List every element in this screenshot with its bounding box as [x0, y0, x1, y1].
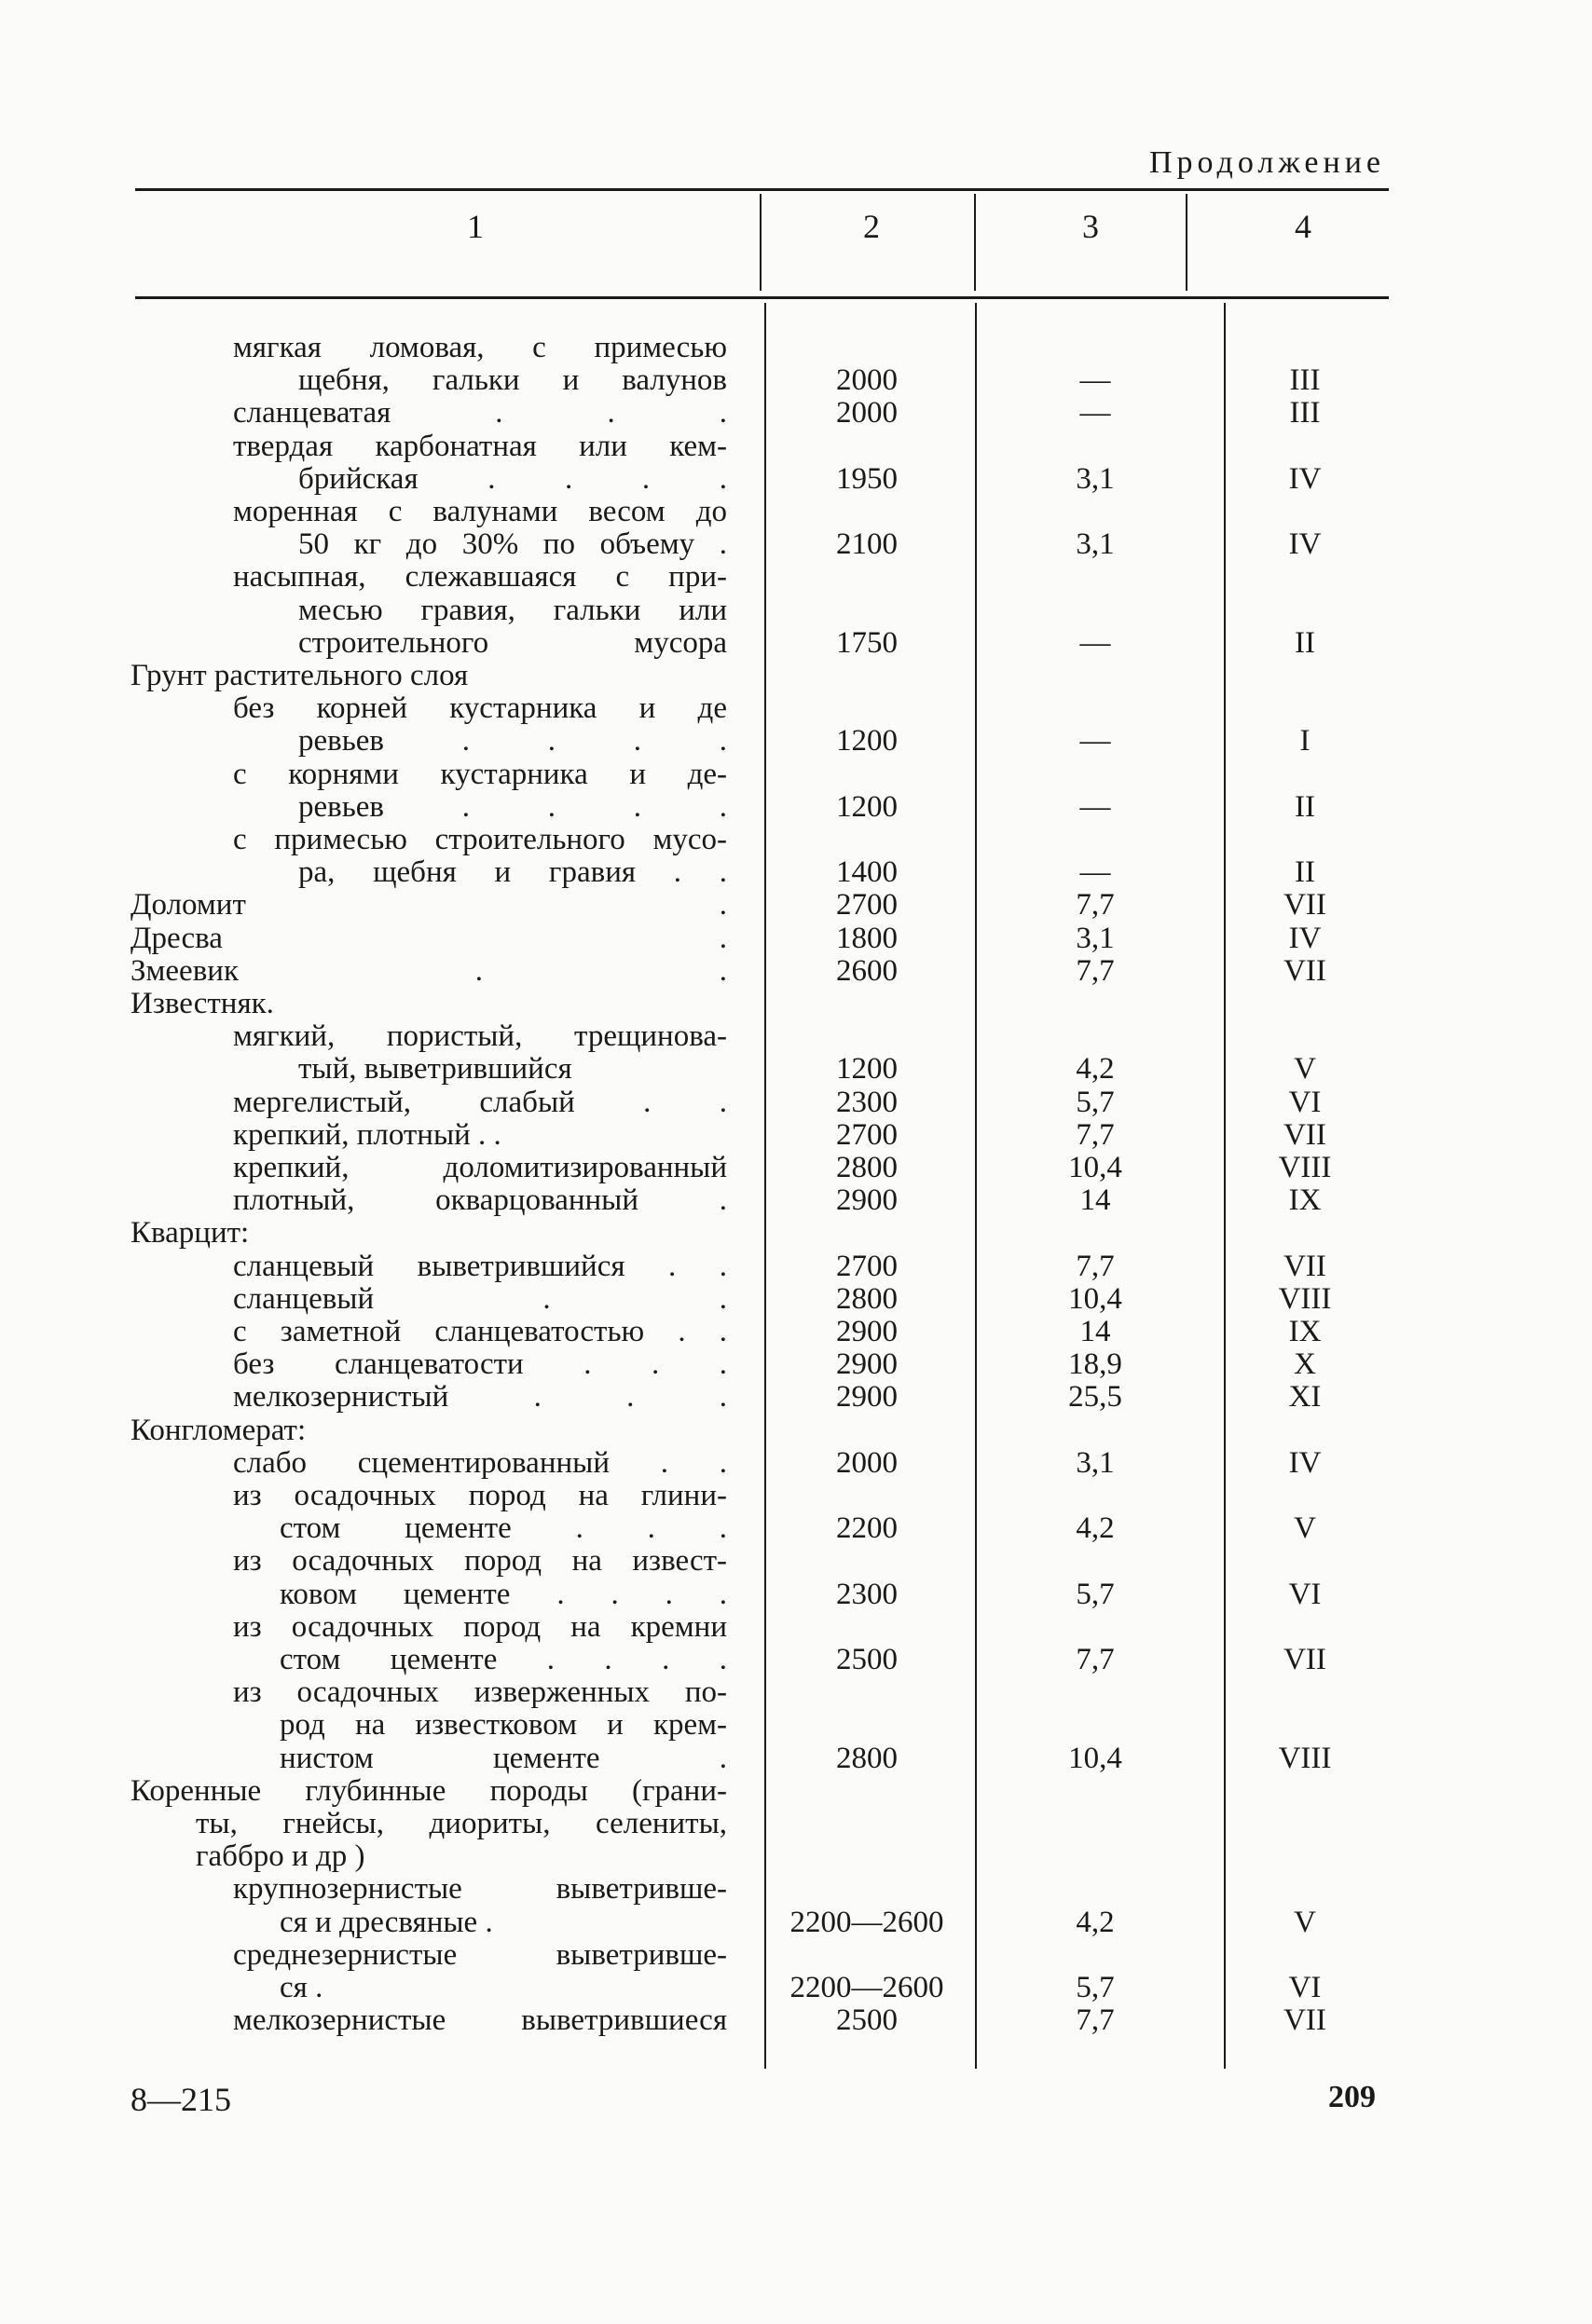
table-row — [0, 2003, 1592, 2037]
header-divider-1 — [760, 194, 762, 291]
category-cell: VIII — [1278, 1281, 1332, 1316]
table-row — [0, 1282, 1592, 1316]
table-row — [0, 1742, 1592, 1775]
category-cell: III — [1289, 363, 1321, 398]
rock-name-cell: мелкозернистый . . . — [233, 1380, 727, 1415]
coefficient-cell: 10,4 — [1068, 1281, 1122, 1316]
rock-name-cell: ты, гнейсы, диориты, селениты, — [196, 1807, 727, 1840]
rock-name-cell: ревьев . . . . — [298, 724, 727, 759]
coefficient-cell: — — [1079, 855, 1111, 890]
density-cell: 1800 — [836, 921, 898, 955]
density-cell: 2200—2600 — [789, 1971, 944, 2004]
table-row — [0, 1675, 1592, 1709]
rock-name-cell: строительного мусора — [298, 625, 727, 660]
table-row — [0, 1446, 1592, 1480]
table-row — [0, 363, 1592, 397]
column-header-2: 2 — [863, 208, 880, 245]
rock-name-cell: нистом цементе . — [280, 1741, 727, 1775]
table-row — [0, 1807, 1592, 1840]
rock-name-cell: ся и дресвяные . — [280, 1905, 493, 1939]
rock-name-cell: месью гравия, гальки или — [298, 593, 727, 627]
category-cell: VII — [1283, 1249, 1326, 1283]
category-cell: VII — [1283, 953, 1326, 988]
rock-name-cell: Доломит . — [130, 888, 727, 923]
rock-name-cell: плотный, окварцованный . — [233, 1183, 727, 1218]
header-bottom-rule — [135, 296, 1389, 299]
continuation-label: Продолжение — [1148, 145, 1385, 180]
category-cell: VIII — [1278, 1741, 1332, 1775]
rock-name-cell: 50 кг до 30% по объему . — [298, 527, 727, 562]
table-row — [0, 1938, 1592, 1972]
category-cell: VII — [1283, 1117, 1326, 1152]
rock-name-cell: с заметной сланцеватостью . . — [233, 1315, 727, 1348]
table-row — [0, 1872, 1592, 1906]
header-divider-2 — [974, 194, 976, 291]
column-header-4: 4 — [1295, 208, 1311, 245]
column-header-1: 1 — [467, 208, 484, 245]
table-row — [0, 888, 1592, 922]
coefficient-cell: 7,7 — [1076, 1117, 1115, 1152]
rock-name-cell: слабо сцементированный . . — [233, 1445, 727, 1480]
category-cell: VI — [1288, 1971, 1322, 2004]
coefficient-cell: 18,9 — [1068, 1347, 1122, 1382]
category-cell: V — [1294, 1511, 1316, 1546]
density-cell: 2100 — [836, 527, 898, 562]
table-row — [0, 1774, 1592, 1808]
table-row — [0, 691, 1592, 725]
rock-name-cell: стом цементе . . . . — [280, 1643, 727, 1676]
category-cell: II — [1295, 625, 1315, 660]
table-row — [0, 1414, 1592, 1447]
density-cell: 2800 — [836, 1151, 898, 1184]
density-cell: 2500 — [836, 2003, 898, 2038]
table-row — [0, 1118, 1592, 1152]
rock-name-cell: Дресва . — [130, 921, 727, 955]
table-row — [0, 1380, 1592, 1414]
coefficient-cell: — — [1079, 625, 1111, 660]
table-row — [0, 724, 1592, 758]
rock-name-cell: сланцевый . . — [233, 1281, 727, 1316]
table-row — [0, 1971, 1592, 2004]
coefficient-cell: 25,5 — [1068, 1380, 1122, 1415]
rock-name-cell: стом цементе . . . — [280, 1511, 727, 1546]
density-cell: 2900 — [836, 1347, 898, 1382]
density-cell: 1200 — [836, 789, 898, 824]
rock-name-cell: с примесью строительного мусо- — [233, 823, 727, 856]
rock-name-cell: без корней кустарника и де — [233, 691, 727, 726]
table-row — [0, 1511, 1592, 1545]
category-cell: VII — [1283, 888, 1326, 923]
density-cell: 2700 — [836, 888, 898, 923]
rock-name-cell: твердая карбонатная или кем- — [233, 429, 727, 463]
table-row — [0, 987, 1592, 1020]
coefficient-cell: — — [1079, 724, 1111, 759]
category-cell: I — [1299, 724, 1311, 759]
table-row — [0, 1151, 1592, 1184]
page-number: 209 — [1328, 2080, 1376, 2114]
category-cell: V — [1294, 1905, 1316, 1939]
coefficient-cell: — — [1079, 396, 1111, 431]
rock-name-cell: брийская . . . . — [298, 461, 727, 496]
coefficient-cell: 5,7 — [1076, 1577, 1115, 1611]
density-cell: 2200—2600 — [789, 1905, 944, 1939]
rock-name-cell: Кварцит: — [130, 1216, 250, 1251]
rock-name-cell: сланцевый выветрившийся . . — [233, 1249, 727, 1283]
category-cell: IX — [1288, 1183, 1322, 1218]
coefficient-cell: 7,7 — [1076, 2003, 1115, 2038]
coefficient-cell: 4,2 — [1076, 1052, 1115, 1087]
table-row — [0, 1578, 1592, 1611]
coefficient-cell: 3,1 — [1076, 461, 1115, 496]
coefficient-cell: 7,7 — [1076, 1643, 1115, 1676]
rock-name-cell: Коренные глубинные породы (грани- — [130, 1773, 727, 1808]
coefficient-cell: 3,1 — [1076, 1445, 1115, 1480]
table-row — [0, 560, 1592, 594]
table-row — [0, 1315, 1592, 1348]
density-cell: 1950 — [836, 461, 898, 496]
table-row — [0, 1479, 1592, 1512]
density-cell: 1750 — [836, 625, 898, 660]
coefficient-cell: 4,2 — [1076, 1905, 1115, 1939]
rock-name-cell: тый, выветрившийся — [298, 1052, 572, 1087]
table-row — [0, 1086, 1592, 1119]
category-cell: IX — [1288, 1315, 1322, 1348]
density-cell: 2800 — [836, 1281, 898, 1316]
table-row — [0, 922, 1592, 955]
rock-name-cell: крепкий, плотный . . — [233, 1117, 501, 1152]
rock-name-cell: Конгломерат: — [130, 1413, 307, 1447]
rock-name-cell: мягкая ломовая, с примесью — [233, 331, 727, 364]
rock-name-cell: ра, щебня и гравия . . — [298, 855, 727, 890]
rock-name-cell: без сланцеватости . . . — [233, 1347, 727, 1382]
density-cell: 2300 — [836, 1085, 898, 1119]
coefficient-cell: — — [1079, 363, 1111, 398]
header-divider-3 — [1186, 194, 1187, 291]
rock-name-cell: Грунт растительного слоя — [130, 659, 469, 692]
table-row — [0, 495, 1592, 528]
rock-name-cell: крупнозернистые выветривше- — [233, 1872, 727, 1907]
coefficient-cell: — — [1079, 789, 1111, 824]
category-cell: II — [1295, 789, 1315, 824]
table-row — [0, 855, 1592, 889]
rock-name-cell: с корнями кустарника и де- — [233, 757, 727, 791]
density-cell: 2600 — [836, 953, 898, 988]
rock-name-cell: среднезернистые выветривше- — [233, 1937, 727, 1972]
coefficient-cell: 10,4 — [1068, 1741, 1122, 1775]
density-cell: 2800 — [836, 1741, 898, 1775]
rock-name-cell: из осадочных изверженных по- — [233, 1675, 727, 1710]
table-row — [0, 1839, 1592, 1873]
rock-name-cell: моренная с валунами весом до — [233, 495, 727, 528]
rock-name-cell: Известняк. — [130, 987, 274, 1020]
category-cell: III — [1289, 396, 1321, 431]
rock-name-cell: из осадочных пород на извест- — [233, 1544, 727, 1579]
density-cell: 2900 — [836, 1183, 898, 1218]
column-header-3: 3 — [1082, 208, 1099, 245]
table-row — [0, 790, 1592, 824]
table-top-rule — [135, 188, 1389, 191]
coefficient-cell: 14 — [1079, 1183, 1111, 1218]
density-cell: 2900 — [836, 1315, 898, 1348]
rock-name-cell: габбро и др ) — [196, 1839, 365, 1874]
table-row — [0, 1052, 1592, 1086]
coefficient-cell: 3,1 — [1076, 921, 1115, 955]
category-cell: IV — [1288, 527, 1322, 562]
rock-name-cell: из осадочных пород на глини- — [233, 1479, 727, 1512]
rock-name-cell: крепкий, доломитизированный — [233, 1151, 727, 1184]
density-cell: 2000 — [836, 1445, 898, 1480]
category-cell: IV — [1288, 461, 1322, 496]
table-row — [0, 331, 1592, 364]
category-cell: II — [1295, 855, 1315, 890]
coefficient-cell: 14 — [1079, 1315, 1111, 1348]
table-row — [0, 527, 1592, 561]
category-cell: VIII — [1278, 1151, 1332, 1184]
table-row — [0, 1643, 1592, 1676]
coefficient-cell: 7,7 — [1076, 1249, 1115, 1283]
category-cell: XI — [1288, 1380, 1322, 1415]
rock-name-cell: мергелистый, слабый . . — [233, 1085, 727, 1119]
density-cell: 2000 — [836, 363, 898, 398]
table-row — [0, 462, 1592, 496]
density-cell: 2000 — [836, 396, 898, 431]
table-row — [0, 659, 1592, 692]
rock-name-cell: щебня, гальки и валунов — [298, 363, 727, 398]
table-row — [0, 1019, 1592, 1053]
category-cell: VII — [1283, 2003, 1326, 2038]
table-row — [0, 1216, 1592, 1250]
category-cell: V — [1294, 1052, 1316, 1087]
category-cell: IV — [1288, 921, 1322, 955]
rock-name-cell: сланцеватая . . . — [233, 396, 727, 431]
rock-name-cell: мягкий, пористый, трещинова- — [233, 1019, 727, 1054]
table-row — [0, 1906, 1592, 1939]
density-cell: 1200 — [836, 1052, 898, 1087]
table-row — [0, 396, 1592, 430]
table-row — [0, 626, 1592, 660]
density-cell: 2700 — [836, 1117, 898, 1152]
table-row — [0, 1544, 1592, 1578]
table-row — [0, 1250, 1592, 1283]
category-cell: VI — [1288, 1085, 1322, 1119]
rock-name-cell: ковом цементе . . . . — [280, 1577, 727, 1611]
table-row — [0, 1708, 1592, 1742]
density-cell: 1200 — [836, 724, 898, 759]
table-row — [0, 430, 1592, 463]
table-row — [0, 1347, 1592, 1381]
coefficient-cell: 5,7 — [1076, 1085, 1115, 1119]
density-cell: 2900 — [836, 1380, 898, 1415]
category-cell: X — [1294, 1347, 1316, 1382]
table-row — [0, 1183, 1592, 1217]
table-row — [0, 1610, 1592, 1644]
category-cell: VI — [1288, 1577, 1322, 1611]
rock-name-cell: из осадочных пород на кремни — [233, 1609, 727, 1644]
rock-name-cell: род на известковом и крем- — [280, 1708, 727, 1743]
rock-name-cell: ревьев . . . . — [298, 789, 727, 824]
rock-name-cell: Змеевик . . — [130, 953, 727, 988]
table-row — [0, 823, 1592, 856]
coefficient-cell: 4,2 — [1076, 1511, 1115, 1546]
density-cell: 2300 — [836, 1577, 898, 1611]
rock-name-cell: мелкозернистые выветрившиеся — [233, 2003, 727, 2038]
table-row — [0, 594, 1592, 627]
category-cell: VII — [1283, 1643, 1326, 1676]
footer-signature: 8—215 — [130, 2081, 231, 2118]
coefficient-cell: 5,7 — [1076, 1971, 1115, 2004]
table-row — [0, 758, 1592, 791]
rock-name-cell: насыпная, слежавшаяся с при- — [233, 560, 727, 595]
density-cell: 2700 — [836, 1249, 898, 1283]
rock-name-cell: ся . — [280, 1971, 323, 2004]
density-cell: 2500 — [836, 1643, 898, 1676]
coefficient-cell: 10,4 — [1068, 1151, 1122, 1184]
coefficient-cell: 3,1 — [1076, 527, 1115, 562]
coefficient-cell: 7,7 — [1076, 888, 1115, 923]
table-row — [0, 954, 1592, 988]
coefficient-cell: 7,7 — [1076, 953, 1115, 988]
density-cell: 2200 — [836, 1511, 898, 1546]
category-cell: IV — [1288, 1445, 1322, 1480]
density-cell: 1400 — [836, 855, 898, 890]
